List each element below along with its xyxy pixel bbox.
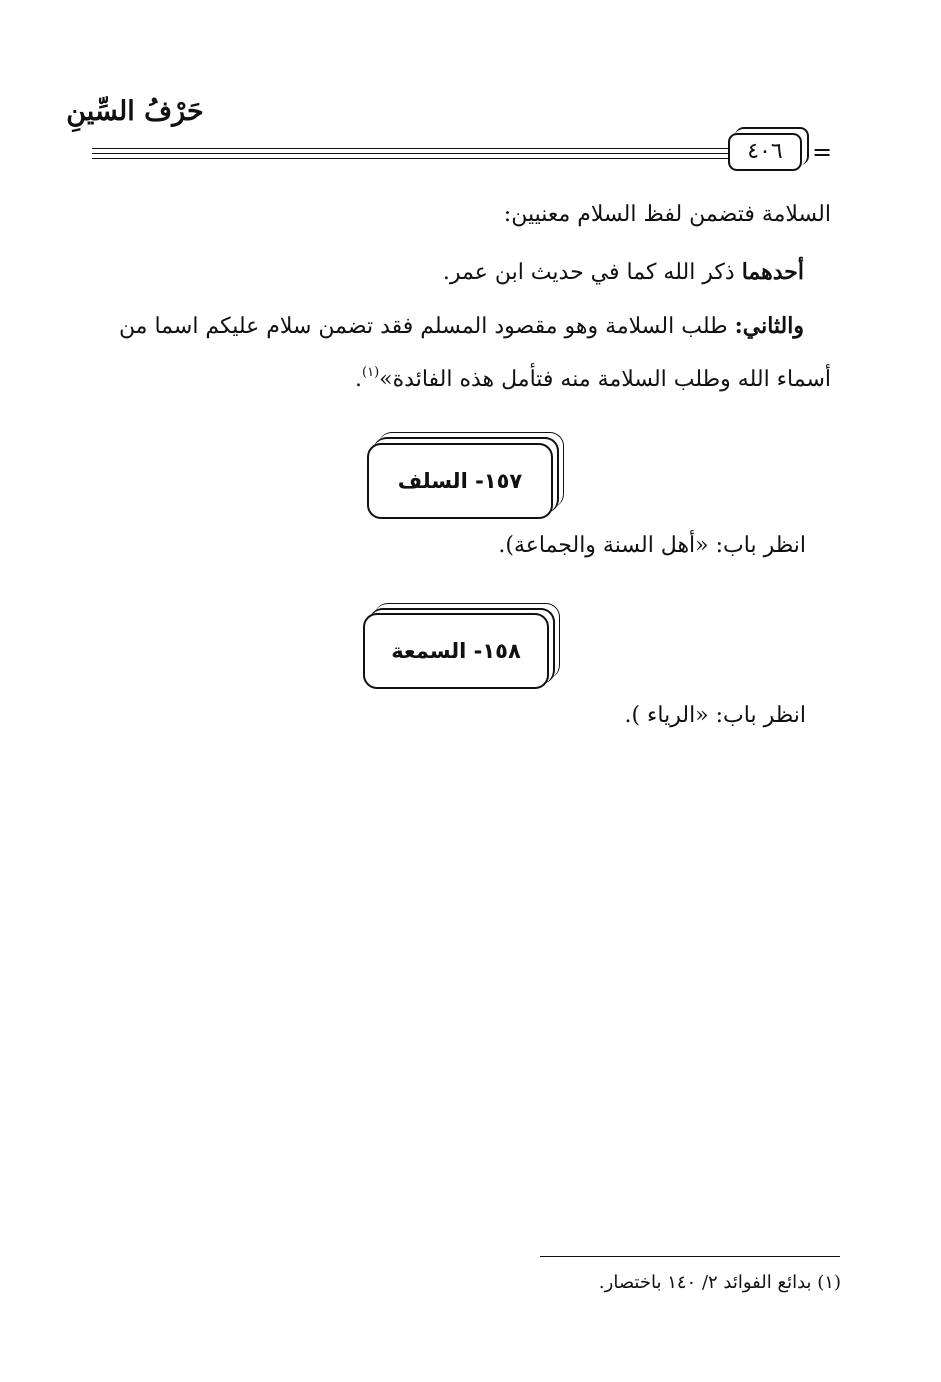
footnote: (١) بدائع الفوائد ٢/ ١٤٠ باختصار. — [598, 1272, 841, 1293]
header-mark: = — [812, 138, 833, 166]
header-rule-bottom — [92, 158, 729, 159]
body-line-1-text: السلامة فتضمن لفظ السلام معنيين: — [503, 202, 831, 227]
body-line-1 — [86, 200, 831, 230]
section-157-see-also — [61, 531, 806, 561]
section-158-see-text: انظر باب: «الرياء ). — [624, 703, 806, 728]
second-point-label: والثاني: — [734, 313, 804, 339]
section-157-heading: ١٥٧- السلف — [367, 443, 553, 519]
body-line-4-end: . — [355, 367, 363, 392]
section-158-heading: ١٥٨- السمعة — [363, 613, 549, 689]
first-point-text: ذكر الله كما في حديث ابن عمر. — [442, 260, 742, 285]
body-line-4-text: أسماء الله وطلب السلامة منه فتأمل هذه الفائدة» — [379, 367, 831, 392]
page-number: ٤٠٦ — [728, 133, 802, 171]
header-rule-middle — [92, 153, 729, 154]
section-157-see-text: انظر باب: «أهل السنة والجماعة). — [498, 533, 806, 558]
body-line-3 — [59, 311, 804, 342]
chapter-title: حَرْفُ السِّينِ — [66, 96, 204, 127]
second-point-text: طلب السلامة وهو مقصود المسلم فقد تضمن سلام عليكم اسما من — [118, 314, 735, 339]
footnote-reference: (١) — [362, 365, 380, 380]
section-158-see-also — [61, 701, 806, 731]
footnote-rule — [540, 1256, 840, 1257]
body-line-2 — [59, 257, 804, 288]
body-line-4 — [86, 358, 831, 395]
first-point-label: أحدهما — [741, 259, 804, 285]
header-rule-top — [92, 148, 729, 149]
